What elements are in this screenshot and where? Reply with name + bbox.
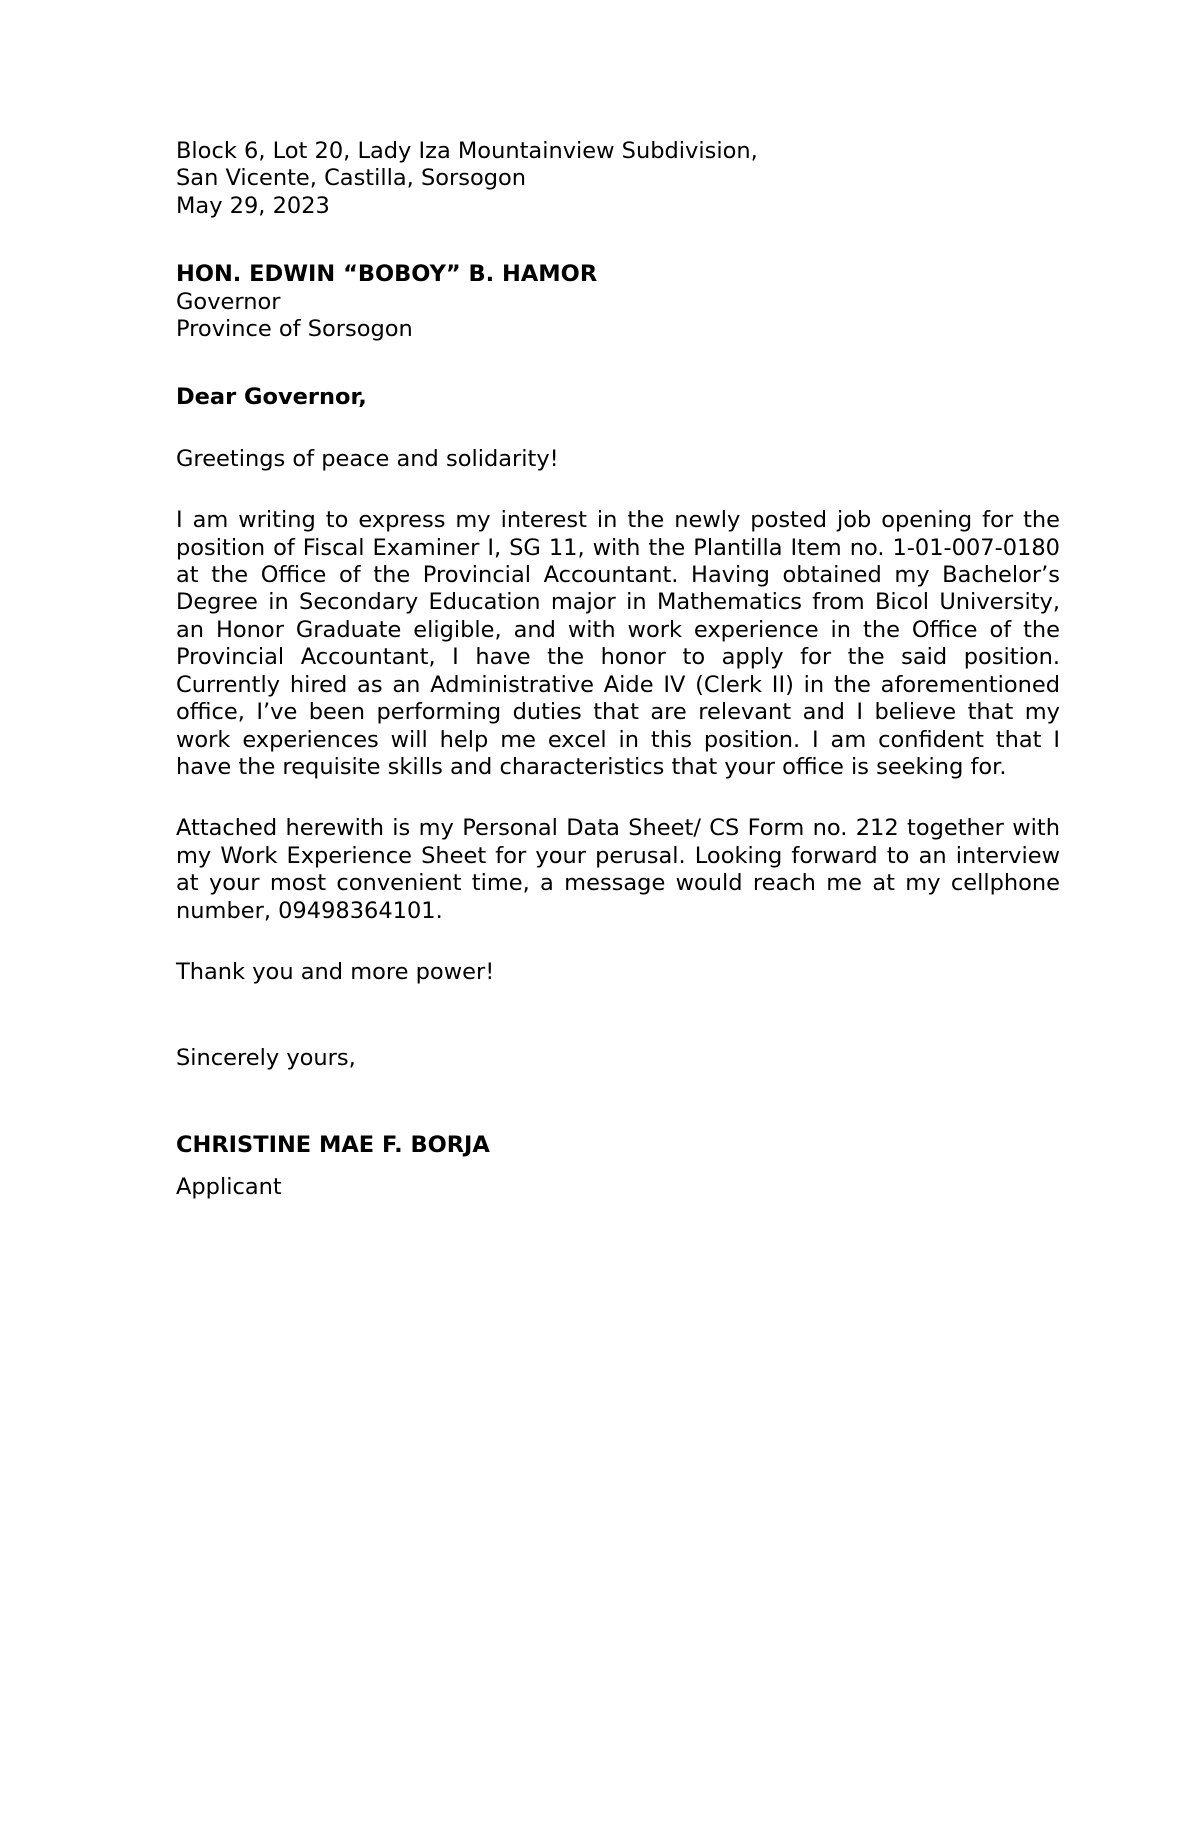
spacer	[176, 986, 1060, 1045]
spacer	[176, 473, 1060, 507]
spacer	[176, 220, 1060, 261]
signatory-role: Applicant	[176, 1174, 282, 1201]
spacer	[176, 1159, 1060, 1174]
body-paragraph-1: I am writing to express my interest in the newly posted job opening for the position of Fiscal Examiner I, SG 11, with the Plantilla Item no. 1-01-007-0180 at the Office of the Provincial Accountant. Having obtained my Bachelor’s Degree in Secondary Education major in Mathematics from Bicol University, an Honor Graduate eligible, and with work experience in the Office of the Provincial Accountant, I have the honor to apply for the said position. Currently hired as an Administrative Aide IV (Clerk II) in the aforementioned office, I’ve been performing duties that are relevant and I believe that my work experiences will help me excel in this position. I am confident that I have the requisite skills and characteristics that your office is seeking for.	[176, 507, 1060, 780]
body-paragraph-2: Attached herewith is my Personal Data Sheet/ CS Form no. 212 together with my Work Experience Sheet for your perusal. Looking forward to an interview at your most convenient time, a message would reach me at my cellphone number, 09498364101.	[176, 815, 1060, 924]
recipient-title: Governor	[176, 288, 281, 315]
sender-address-line1: Block 6, Lot 20, Lady Iza Mountainview Subdivision,	[176, 138, 758, 164]
spacer	[176, 781, 1060, 815]
recipient-organization: Province of Sorsogon	[176, 316, 413, 343]
spacer	[176, 925, 1060, 959]
recipient-block	[176, 261, 1060, 343]
spacer	[176, 1073, 1060, 1132]
spacer	[176, 412, 1060, 446]
closing: Sincerely yours,	[176, 1045, 356, 1072]
signatory-name: CHRISTINE MAE F. BORJA	[176, 1131, 490, 1158]
sender-address	[176, 138, 1060, 220]
spacer	[176, 343, 1060, 384]
greeting: Greetings of peace and solidarity!	[176, 445, 559, 472]
sender-address-line2: San Vicente, Castilla, Sorsogon	[176, 165, 527, 192]
letter-date: May 29, 2023	[176, 192, 330, 219]
recipient-name: HON. EDWIN “BOBOY” B. HAMOR	[176, 261, 598, 288]
salutation: Dear Governor,	[176, 384, 367, 411]
cover-letter	[176, 138, 1060, 1202]
thanks-line: Thank you and more power!	[176, 958, 495, 985]
